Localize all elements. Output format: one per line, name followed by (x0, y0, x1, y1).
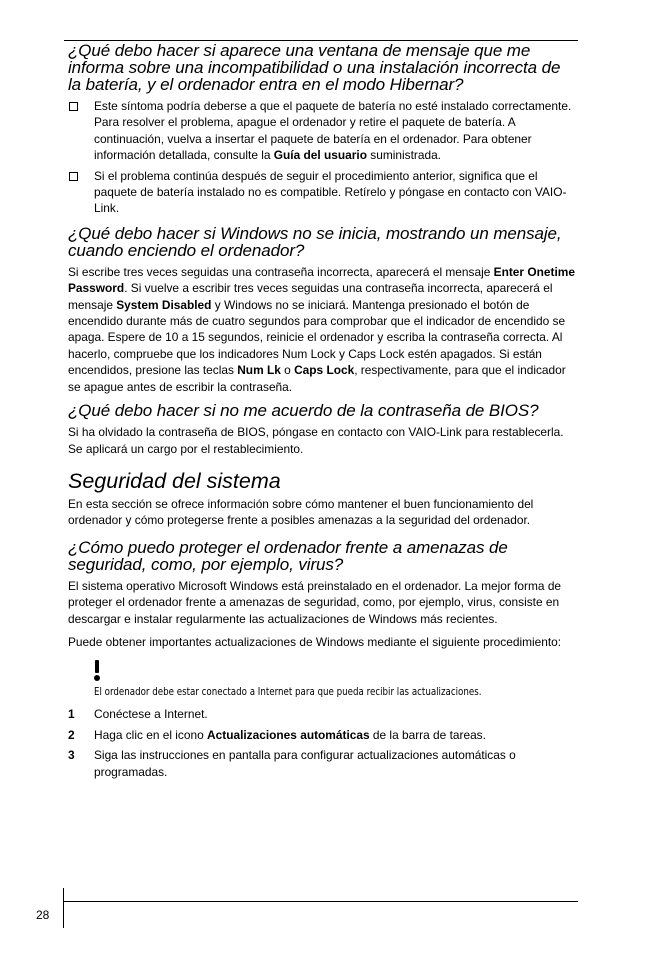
user-guide-ref: Guía del usuario (273, 148, 367, 163)
faq-battery-answer-list (68, 98, 576, 217)
faq-windows-answer: Si escribe tres veces seguidas una contraseña incorrecta, aparecerá el mensaje Enter Onetime Password. Si vuelve a escribir tres veces seguidas una contraseña incorrecta, aparecerá el mensaje System Disabled y Windows no se iniciará. Mantenga presionado el botón de encendido durante más de cuatro segundos para comprobar que el indicador de encendido se apaga. Espere de 10 a 15 segundos, reinicie el ordenador y escriba la contraseña correcta. Al hacerlo, compruebe que los indicadores Num Lock y Caps Lock estén apagados. Si están encendidos, presione las teclas Num Lk o Caps Lock, respectivamente, para que el indicador se apague antes de escribir la contraseña. (68, 264, 575, 394)
warning-note-text: El ordenador debe estar conectado a Internet para que pueda recibir las actualizaciones. (94, 686, 482, 699)
list-item: 1 Conéctese a Internet. (68, 707, 208, 722)
checkbox-bullet-icon (69, 172, 78, 181)
section-intro: En esta sección se ofrece información sobre cómo mantener el buen funcionamiento del ordenador y cómo protegerse frente a posibles amenazas a la seguridad del ordenador. (68, 496, 534, 528)
faq-security-paragraph-1: El sistema operativo Microsoft Windows está preinstalado en el ordenador. La mejor forma de proteger el ordenador frente a amenazas de seguridad, como, por ejemplo, virus, consiste en descargar e instalar regularmente las actualizaciones de Windows más recientes. (68, 578, 562, 626)
footer-vertical-rule (63, 888, 64, 928)
faq-bios-question: ¿Qué debo hacer si no me acuerdo de la contraseña de BIOS? (68, 401, 539, 421)
list-item: Este síntoma podría deberse a que el paquete de batería no esté instalado correctamente. Para resolver el problema, apague el ordenador y retire el paquete de batería. A continuación, vuelva a insertar el paquete de batería en el ordenador. Para obtener información detallada, consulte la Guía del usuario suministrada. (68, 98, 576, 164)
step-number: 2 (68, 727, 75, 742)
faq-security-question: ¿Cómo puedo proteger el ordenador frente a amenazas de seguridad, como, por ejemplo, virus? (68, 537, 508, 574)
list-item: 3 Siga las instrucciones en pantalla para configurar actualizaciones automáticas o programadas. (68, 748, 516, 779)
step-number: 3 (68, 748, 75, 763)
checkbox-bullet-icon (69, 102, 78, 111)
page-content (68, 42, 576, 784)
update-steps (68, 706, 576, 780)
list-item: Si el problema continúa después de seguir el procedimiento anterior, significa que el paquete de batería instalado no es compatible. Retírelo y póngase en contacto con VAIO-Link. (68, 168, 576, 217)
faq-battery-question: ¿Qué debo hacer si aparece una ventana de mensaje que me informa sobre una incompatibilidad o una instalación incorrecta de la batería, y el ordenador entra en el modo Hibernar? (68, 41, 561, 94)
faq-bios-answer: Si ha olvidado la contraseña de BIOS, póngase en contacto con VAIO-Link para restablecerla. Se aplicará un cargo por el restablecimiento. (68, 425, 564, 456)
faq-windows-question: ¿Qué debo hacer si Windows no se inicia, mostrando un mensaje, cuando enciendo el ordenador? (68, 223, 562, 260)
section-title: Seguridad del sistema (68, 468, 281, 493)
list-item: 2 Haga clic en el icono Actualizaciones automáticas de la barra de tareas. (68, 727, 486, 742)
step-number: 1 (68, 707, 75, 722)
exclamation-icon (94, 660, 100, 680)
page-number: 28 (36, 908, 50, 922)
bottom-rule (63, 901, 578, 902)
warning-note (68, 660, 576, 700)
faq-security-paragraph-2: Puede obtener importantes actualizaciones de Windows mediante el siguiente procedimiento: (68, 634, 562, 649)
